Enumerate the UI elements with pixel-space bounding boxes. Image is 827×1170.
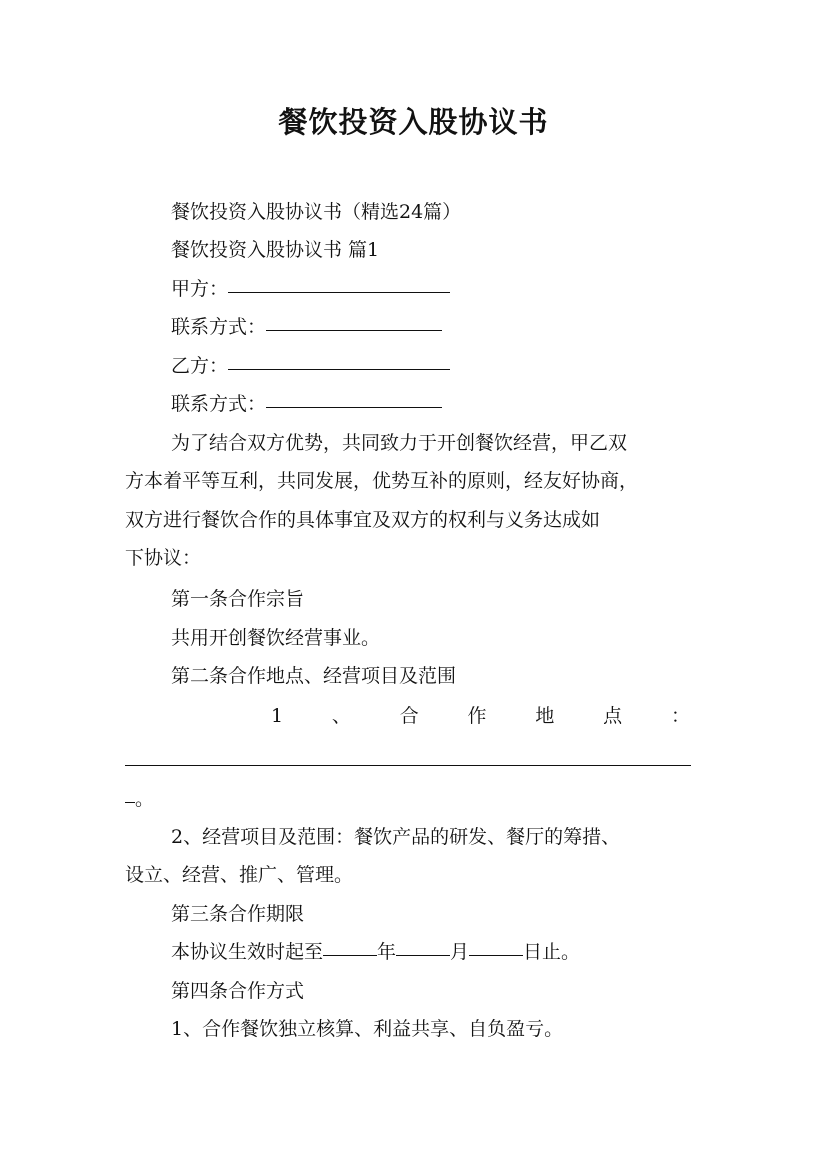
document-subtitle: 餐饮投资入股协议书（精选24篇）	[171, 201, 462, 223]
location-end-mark: 。	[135, 788, 155, 810]
party-a-label: 甲方：	[171, 278, 229, 300]
party-b-line	[125, 347, 751, 386]
intro-line-2: 方本着平等互利，共同发展，优势互补的原则，经友好协商，	[125, 470, 639, 492]
location-blank-tail	[125, 801, 135, 803]
day-blank	[469, 954, 523, 956]
term-suffix: 日止。	[523, 941, 581, 963]
party-a-blank	[228, 291, 450, 293]
intro-line-4: 下协议：	[125, 547, 202, 569]
intro-line-1: 为了结合双方优势，共同致力于开创餐饮经营，甲乙双	[171, 432, 628, 454]
party-b-blank	[228, 368, 450, 370]
contact-b-blank	[266, 406, 442, 408]
article-4-item-1: 1、合作餐饮独立核算、利益共享、自负盈亏。	[171, 1018, 564, 1040]
article-4-title: 第四条合作方式	[171, 980, 305, 1002]
section-heading: 餐饮投资入股协议书 篇1	[171, 239, 380, 261]
article-2-title: 第二条合作地点、经营项目及范围	[171, 665, 457, 687]
article-1-title: 第一条合作宗旨	[171, 588, 305, 610]
intro-line-3: 双方进行餐饮合作的具体事宜及双方的权利与义务达成如	[125, 509, 601, 531]
document-title: 餐饮投资入股协议书	[278, 105, 549, 139]
contact-b-line	[125, 385, 751, 424]
month-blank	[396, 954, 450, 956]
article-2-item-2-line-1: 2、经营项目及范围：餐饮产品的研发、餐厅的筹措、	[171, 826, 621, 848]
contact-b-label: 联系方式：	[171, 393, 267, 415]
contact-a-line	[125, 308, 751, 347]
item1-char: ：	[670, 705, 690, 727]
location-blank-end	[125, 780, 154, 819]
item1-char: 合	[399, 705, 419, 727]
term-prefix: 本协议生效时起至	[171, 941, 324, 963]
item1-char: 、	[331, 705, 351, 727]
article-2-item-2-line-2: 设立、经营、推广、管理。	[125, 864, 354, 886]
contact-a-blank	[266, 329, 442, 331]
article-3-title: 第三条合作期限	[171, 903, 305, 925]
item1-char: 作	[467, 705, 487, 727]
article-3-body	[125, 933, 751, 972]
year-blank	[323, 954, 377, 956]
item1-char: 点	[603, 705, 623, 727]
article-2-item-1	[125, 697, 690, 736]
item1-char: 1	[271, 705, 284, 727]
location-blank-line	[125, 764, 691, 766]
party-a-line	[125, 270, 751, 309]
contact-a-label: 联系方式：	[171, 316, 267, 338]
item1-char: 地	[535, 705, 555, 727]
party-b-label: 乙方：	[171, 355, 229, 377]
month-label: 月	[450, 941, 470, 963]
article-1-body: 共用开创餐饮经营事业。	[171, 627, 381, 649]
year-label: 年	[377, 941, 397, 963]
